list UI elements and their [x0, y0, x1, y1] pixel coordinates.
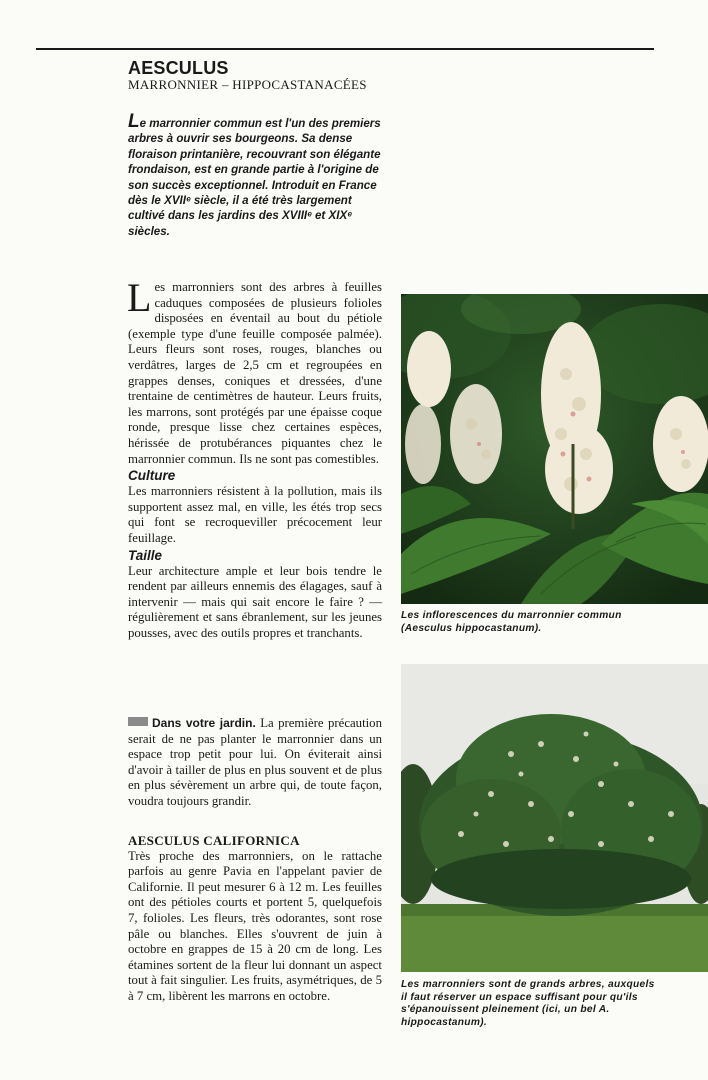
article-dropcap: L — [127, 275, 152, 320]
culture-paragraph: Les marronniers résistent à la pollution, mais ils supportent assez mal, en ville, les étés trop secs qui font se recroqueviller précocement leur feuillage. — [128, 484, 382, 545]
garden-lead: Dans votre jardin. — [152, 716, 256, 730]
intro-dropcap: L — [128, 111, 140, 132]
californica-section — [128, 833, 382, 1005]
main-article — [127, 275, 382, 641]
garden-text: La première précaution serait de ne pas planter le marronnier dans un espace trop petit pour lui. On éviterait ainsi d'avoir à tailler de plus en plus souvent et de plus en plus sévèrement un arbre qui, de toute façon, voudra toujours grandir. — [128, 716, 382, 808]
californica-heading: AESCULUS CALIFORNICA — [128, 833, 300, 848]
section-marker — [128, 717, 148, 726]
photo-tree — [401, 664, 708, 972]
photo-inflorescences — [401, 294, 708, 604]
californica-paragraph: Très proche des marronniers, on le rattache parfois au genre Pavia en l'appelant pavier de Californie. Il peut mesurer 6 à 12 m. Les feuilles ont des pétioles courts et portent 5, quelquefois 7, folioles. Les fleurs, très odorantes, sont rose pâle ou blanches. Elles s'ouvrent de juin à octobre en grappes de 15 à 20 cm de long. Les étamines sortent de la fleur lui donnant un aspect tout à fait singulier. Les fruits, asymétriques, de 5 à 7 cm, libèrent les marrons en octobre. — [128, 848, 382, 1003]
taille-paragraph: Leur architecture ample et leur bois tendre le rendent par ailleurs ennemis des élagages, sauf à intervenir — mais qui sait encore le faire ? — régulièrement et sans ébranlement, sur les jeunes pousses, avec des outils propres et tranchants. — [128, 563, 382, 640]
header-rule — [36, 48, 654, 50]
paragraph-description-text: es marronniers sont des arbres à feuilles caduques composées de plusieurs folioles disposées en éventail au bout du pétiole (exemple type d'une feuille composée palmée). Leurs fleurs sont roses, rouges, blanches ou verdâtres, larges de 2,5 cm et regroupées en grappes denses, coniques et dressées, d'une trentaine de centimètres de hauteur. Leurs fruits, les marrons, sont protégés par une épaisse coque ronde, presque lisse chez certaines espèces, hérissée de protubérances piquantes chez le marronnier commun. Ils ne sont pas comestibles. — [128, 280, 382, 466]
garden-section — [128, 716, 382, 810]
culture-heading: Culture — [128, 468, 176, 484]
intro-paragraph — [128, 111, 390, 239]
caption-bottom: Les marronniers sont de grands arbres, auxquels il faut réserver un espace suffisant pour qu'ils s'épanouissent pleinement (ici, un bel A. hippocastanum). — [401, 979, 655, 1028]
garden-paragraph — [128, 716, 382, 810]
page-subtitle: MARRONNIER – HIPPOCASTANACÉES — [128, 77, 367, 92]
paragraph-description — [127, 275, 382, 467]
page-title: AESCULUS — [128, 58, 229, 78]
caption-top: Les inflorescences du marronnier commun (Aesculus hippocastanum). — [401, 610, 622, 634]
taille-heading: Taille — [128, 547, 163, 563]
intro-text: e marronnier commun est l'un des premiers arbres à ouvrir ses bourgeons. Sa dense floraison printanière, recouvrant son élégante frondaison, est en grande partie à l'origine de son succès exceptionnel. Introduit en France dès le XVIIᵉ siècle, il a été très largement cultivé dans les jardins des XVIIIᵉ et XIXᵉ siècles. — [128, 117, 381, 238]
